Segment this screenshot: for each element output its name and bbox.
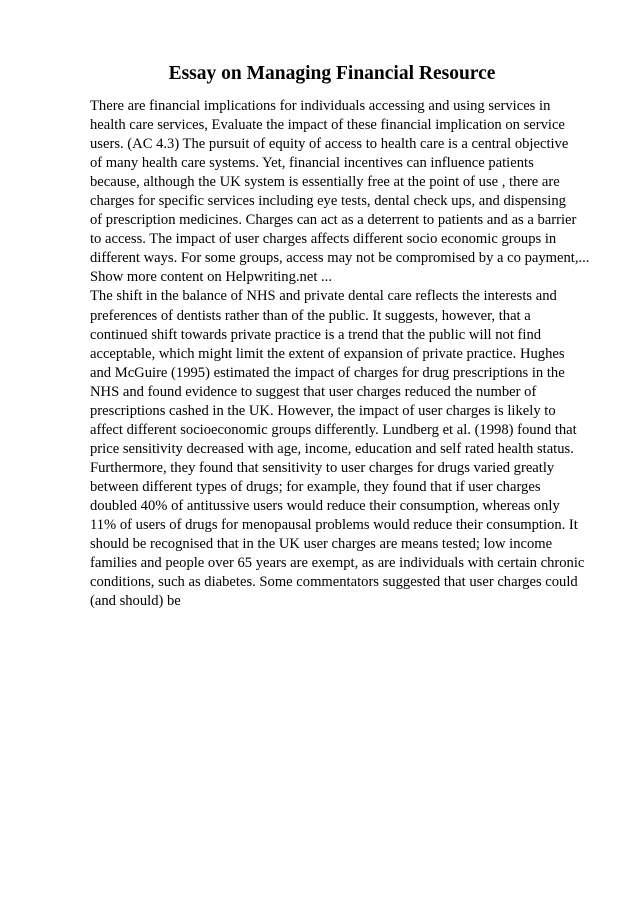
text-line: of prescription medicines. Charges can act as a deterrent to patients and as a barrier xyxy=(90,212,577,229)
text-line: affect different socioeconomic groups differently. Lundberg et al. (1998) found that xyxy=(90,421,577,438)
text-line: health care services, Evaluate the impact of these financial implication on service xyxy=(90,117,565,134)
text-line: different ways. For some groups, access may not be compromised by a co payment,... xyxy=(90,250,590,267)
text-line: The shift in the balance of NHS and private dental care reflects the interests and xyxy=(90,288,557,305)
text-line: prescriptions cashed in the UK. However, the impact of user charges is likely to xyxy=(90,402,556,419)
text-line: continued shift towards private practice is a trend that the public will not find xyxy=(90,326,542,343)
essay-body xyxy=(90,97,610,611)
text-line: users. (AC 4.3) The pursuit of equity of access to health care is a central objective xyxy=(90,136,569,153)
text-line: There are financial implications for individuals accessing and using services in xyxy=(90,98,551,114)
text-line: price sensitivity decreased with age, income, education and self rated health status. xyxy=(90,440,574,457)
text-line: NHS and found evidence to suggest that user charges reduced the number of xyxy=(90,383,537,400)
page-title: Essay on Managing Financial Resource xyxy=(168,63,496,84)
text-line: to access. The impact of user charges affects different socio economic groups in xyxy=(90,231,557,248)
text-line: between different types of drugs; for example, they found that if user charges xyxy=(90,478,541,495)
text-line: should be recognised that in the UK user charges are means tested; low income xyxy=(90,536,553,553)
show-more-link[interactable]: Show more content on Helpwriting.net ... xyxy=(90,269,332,286)
text-line: charges for specific services including eye tests, dental check ups, and dispensing xyxy=(90,193,566,210)
text-line: of many health care systems. Yet, financial incentives can influence patients xyxy=(90,155,534,172)
text-line: preferences of dentists rather than of the public. It suggests, however, that a xyxy=(90,307,531,324)
text-line: because, although the UK system is essentially free at the point of use , there are xyxy=(90,174,560,191)
text-line: families and people over 65 years are exempt, as are individuals with certain chronic xyxy=(90,555,585,572)
text-line: conditions, such as diabetes. Some commentators suggested that user charges could xyxy=(90,574,578,591)
text-line: and McGuire (1995) estimated the impact of charges for drug prescriptions in the xyxy=(90,364,565,381)
text-line: Furthermore, they found that sensitivity to user charges for drugs varied greatly xyxy=(90,459,555,476)
text-line: 11% of users of drugs for menopausal problems would reduce their consumption. It xyxy=(90,517,578,534)
text-line: doubled 40% of antitussive users would reduce their consumption, whereas only xyxy=(90,497,560,514)
text-line: (and should) be xyxy=(90,593,181,610)
text-line: acceptable, which might limit the extent of expansion of private practice. Hughes xyxy=(90,345,565,362)
